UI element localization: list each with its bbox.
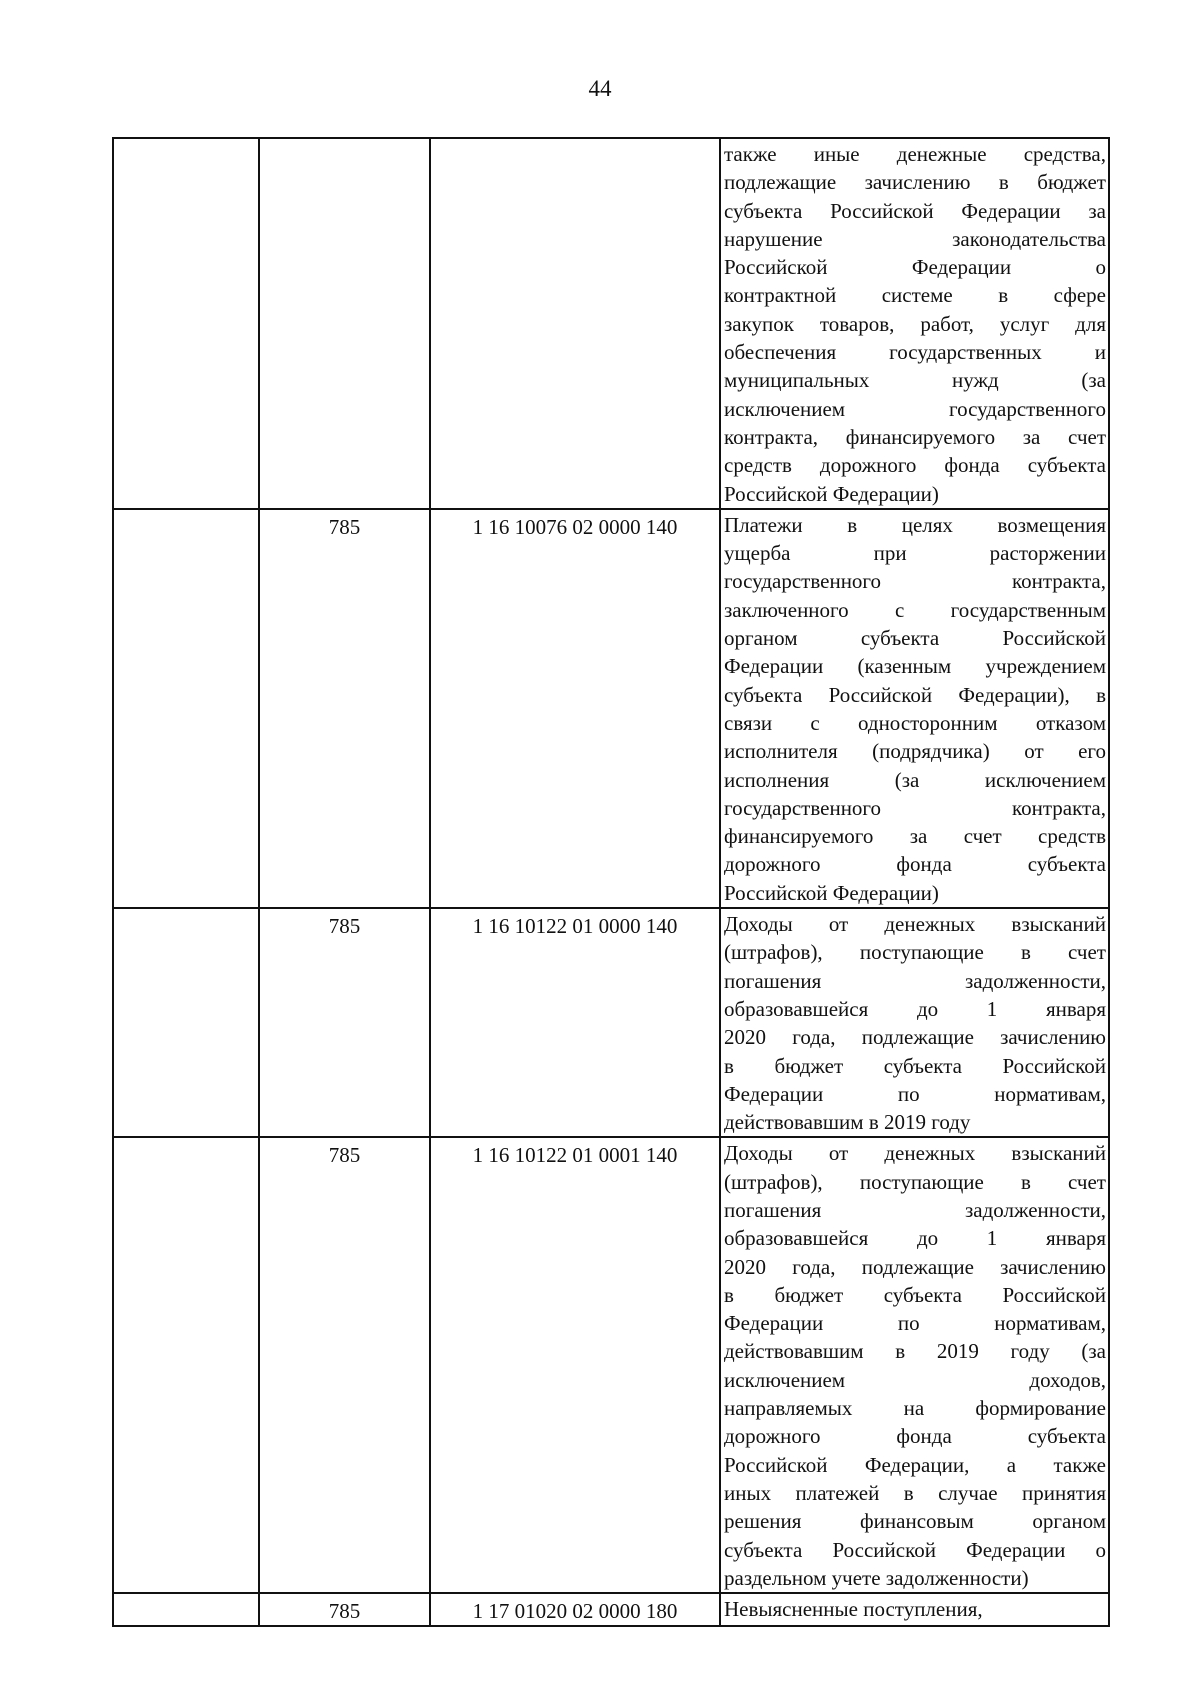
revenue-code-cell: 1 17 01020 02 0000 180: [430, 1593, 720, 1626]
description-line: (штрафов), поступающие в счет: [724, 940, 1106, 965]
description-line: исполнения (за исключением: [724, 767, 1106, 792]
empty-cell: [113, 908, 259, 1137]
description-line: погашения задолженности,: [724, 1197, 1106, 1222]
description-line: в бюджет субъекта Российской: [724, 1282, 1106, 1307]
budget-classification-table: [112, 137, 1110, 1627]
description-line: решения финансовым органом: [724, 1509, 1106, 1534]
description-line: Доходы от денежных взысканий: [724, 1141, 1106, 1166]
description-line: Российской Федерации о: [724, 255, 1106, 280]
description-line: Платежи в целях возмещения: [724, 512, 1106, 537]
description-line: дорожного фонда субъекта: [724, 852, 1106, 877]
table-body: [113, 138, 1109, 1626]
description-line: субъекта Российской Федерации за: [724, 198, 1106, 223]
description-line: в бюджет субъекта Российской: [724, 1053, 1106, 1078]
description-line: Федерации по нормативам,: [724, 1081, 1106, 1106]
description-line: контрактной системе в сфере: [724, 283, 1106, 308]
description-line: также иные денежные средства,: [724, 142, 1106, 166]
revenue-description-cell: [720, 1593, 1109, 1626]
empty-cell: [113, 138, 259, 509]
description-line: 2020 года, подлежащие зачислению: [724, 1254, 1106, 1279]
description-line: государственного контракта,: [724, 569, 1106, 594]
administrator-code-cell: 785: [259, 908, 430, 1137]
revenue-code-cell: [430, 138, 720, 509]
description-line: финансируемого за счет средств: [724, 824, 1106, 849]
description-line: нарушение законодательства: [724, 226, 1106, 251]
description-line: подлежащие зачислению в бюджет: [724, 170, 1106, 195]
description-line: государственного контракта,: [724, 795, 1106, 820]
description-line: Доходы от денежных взысканий: [724, 912, 1106, 937]
table-row: [113, 1137, 1109, 1593]
description-line: органом субъекта Российской: [724, 626, 1106, 651]
table-row: [113, 138, 1109, 509]
description-line: закупок товаров, работ, услуг для: [724, 311, 1106, 336]
description-line: действовавшим в 2019 году (за: [724, 1339, 1106, 1364]
table-row: [113, 509, 1109, 908]
description-line: направляемых на формирование: [724, 1396, 1106, 1421]
description-line: образовавшейся до 1 января: [724, 996, 1106, 1021]
description-line: Федерации по нормативам,: [724, 1311, 1106, 1336]
description-line: иных платежей в случае принятия: [724, 1480, 1106, 1505]
description-line: раздельном учете задолженности): [724, 1565, 1029, 1590]
description-line: исполнителя (подрядчика) от его: [724, 739, 1106, 764]
description-line: Федерации (казенным учреждением: [724, 654, 1106, 679]
description-line: контракта, финансируемого за счет: [724, 424, 1106, 449]
revenue-code-cell: 1 16 10122 01 0000 140: [430, 908, 720, 1137]
page-number: 44: [588, 76, 612, 101]
description-line: Российской Федерации): [724, 481, 939, 506]
description-line: образовавшейся до 1 января: [724, 1226, 1106, 1251]
administrator-code-cell: 785: [259, 1593, 430, 1626]
description-line: Российской Федерации): [724, 880, 939, 905]
description-line: 2020 года, подлежащие зачислению: [724, 1025, 1106, 1050]
description-line: погашения задолженности,: [724, 968, 1106, 993]
revenue-description-cell: [720, 509, 1109, 908]
revenue-code-cell: 1 16 10122 01 0001 140: [430, 1137, 720, 1593]
revenue-description-cell: [720, 908, 1109, 1137]
description-line: дорожного фонда субъекта: [724, 1424, 1106, 1449]
administrator-code-cell: 785: [259, 509, 430, 908]
empty-cell: [113, 509, 259, 908]
description-line: Российской Федерации, а также: [724, 1452, 1106, 1477]
description-line: субъекта Российской Федерации о: [724, 1537, 1106, 1562]
description-line: связи с односторонним отказом: [724, 710, 1106, 735]
empty-cell: [113, 1137, 259, 1593]
table-row: [113, 908, 1109, 1137]
table-row: [113, 1593, 1109, 1626]
description-line: муниципальных нужд (за: [724, 368, 1106, 393]
description-line: действовавшим в 2019 году: [724, 1110, 971, 1135]
description-line: (штрафов), поступающие в счет: [724, 1169, 1106, 1194]
revenue-description-cell: [720, 138, 1109, 509]
revenue-description-cell: [720, 1137, 1109, 1593]
description-line: исключением доходов,: [724, 1367, 1106, 1392]
administrator-code-cell: [259, 138, 430, 509]
description-line: исключением государственного: [724, 396, 1106, 421]
administrator-code-cell: 785: [259, 1137, 430, 1593]
description-line: обеспечения государственных и: [724, 340, 1106, 365]
empty-cell: [113, 1593, 259, 1626]
description-line: ущерба при расторжении: [724, 541, 1106, 566]
revenue-code-cell: 1 16 10076 02 0000 140: [430, 509, 720, 908]
description-line: субъекта Российской Федерации), в: [724, 682, 1106, 707]
description-line: Невыясненные поступления,: [724, 1597, 983, 1622]
description-line: заключенного с государственным: [724, 597, 1106, 622]
description-line: средств дорожного фонда субъекта: [724, 453, 1106, 478]
